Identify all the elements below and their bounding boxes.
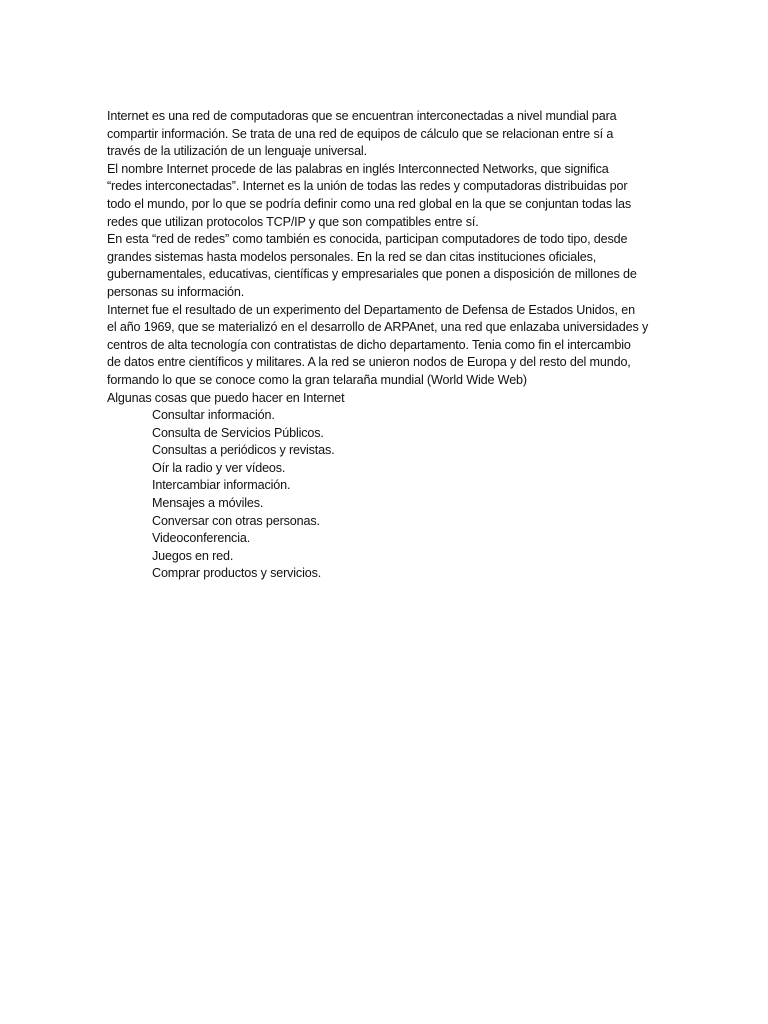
list-item: Oír la radio y ver vídeos. xyxy=(152,460,286,475)
list-item: Consulta de Servicios Públicos. xyxy=(152,425,324,440)
paragraph-intro: Internet es una red de computadoras que se encuentran interconectadas a nivel mundial para compartir información. Se trata de una red de equipos de cálculo que se relacionan entre sí a través de la utilización de un lenguaje universal. xyxy=(107,109,617,159)
list-item: Videoconferencia. xyxy=(152,531,251,546)
list-item: Juegos en red. xyxy=(152,548,234,563)
list-item: Consultar información. xyxy=(152,408,275,423)
paragraph-red-de-redes: En esta “red de redes” como también es conocida, participan computadores de todo tipo, desde grandes sistemas hasta modelos personales. En la red se dan citas instituciones oficiales, gubernamentales, educativas, científicas y empresariales que ponen a disposición de millones de personas su información. xyxy=(107,232,637,299)
list-heading: Algunas cosas que puedo hacer en Internet xyxy=(107,390,345,405)
list-item: Mensajes a móviles. xyxy=(152,496,264,511)
paragraph-name-origin: El nombre Internet procede de las palabras en inglés Interconnected Networks, que significa “redes interconectadas”. Internet es la unión de todas las redes y computadoras distribuidas por todo el mundo, por lo que se podría definir como una red global en la que se conjuntan todas las redes que utilizan protocolos TCP/IP y que son compatibles entre sí. xyxy=(107,161,631,229)
things-to-do-list xyxy=(107,407,665,583)
list-item: Consultas a periódicos y revistas. xyxy=(152,443,335,458)
list-item: Conversar con otras personas. xyxy=(152,513,320,528)
list-item: Intercambiar información. xyxy=(152,478,291,493)
list-item: Comprar productos y servicios. xyxy=(152,566,322,581)
document-body xyxy=(107,108,665,583)
paragraph-history: Internet fue el resultado de un experimento del Departamento de Defensa de Estados Unidos, en el año 1969, que se materializó en el desarrollo de ARPAnet, una red que enlazaba universidades y centros de alta tecnología con contratistas de dicho departamento. Tenia como fin el intercambio de datos entre científicos y militares. A la red se unieron nodos de Europa y del resto del mundo, formando lo que se conoce como la gran telaraña mundial (World Wide Web) xyxy=(107,302,649,387)
